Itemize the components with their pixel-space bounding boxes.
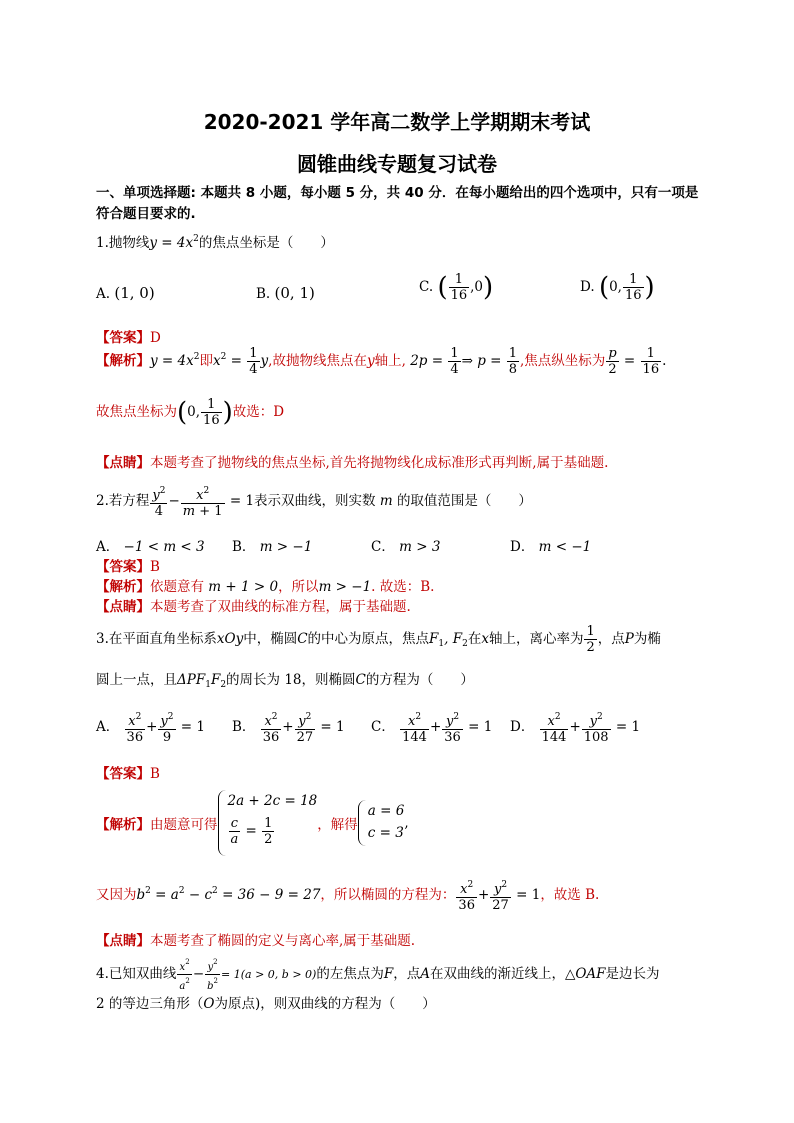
q1-analysis: 【解析】$y = 4x^2$即$x^2$ = $\frac{1}{4}$ y,故抛物线焦点在y轴上, 2p = $\frac{1}{4}$ ⇒ p = $\frac{1}{8}$ ,焦点纵坐标为 $\frac{p}{2}$ = $\frac{1}{16}$ .: [96, 346, 667, 377]
q2-option-c: C． m > 3: [371, 539, 441, 555]
q2-option-b: B． m > −1: [232, 539, 313, 555]
q2-option-a: A． −1 < m < 3: [96, 539, 205, 555]
q3-comment: 【点睛】本题考查了椭圆的定义与离心率,属于基础题.: [96, 933, 416, 949]
page-title: 2020-2021 学年高二数学上学期期末考试: [203, 110, 591, 134]
section-heading-line2: 符合题目要求的.: [96, 206, 196, 222]
q3-answer: 【答案】B: [96, 766, 160, 782]
q1-option-a: A. (1, 0): [96, 284, 155, 302]
q3-option-d: D． $\frac{x^2}{144}$ + $\frac{y^2}{108}$ = 1: [510, 712, 641, 745]
q3-option-b: B． $\frac{x^2}{36}$ + $\frac{y^2}{27}$ = 1: [232, 712, 345, 745]
q2-stem: 2.若方程 $\frac{y^2}{4}$ − $\frac{x^2}{m + 1}$ = 1表示双曲线，则实数 m 的取值范围是（ ）: [96, 486, 532, 519]
page-subtitle: 圆锥曲线专题复习试卷: [297, 152, 497, 176]
q2-comment: 【点睛】本题考查了双曲线的标准方程，属于基础题.: [96, 599, 411, 615]
q2-analysis: 【解析】依题意有 m + 1 > 0，所以m > −1. 故选：B.: [96, 579, 435, 595]
q2-option-d: D． m < −1: [510, 539, 592, 555]
q3-analysis: 【解析】由题意可得 2a + 2c = 18 $\frac{c}{a}$ = $\frac{1}{2}$ ，解得 a = 6 c = 3 ,: [96, 790, 409, 856]
q1-option-b: B. (0, 1): [256, 284, 315, 302]
q2-answer: 【答案】B: [96, 559, 160, 575]
q1-option-d: D. (0, $\frac{1}{16}$ ): [580, 272, 655, 303]
section-heading-line1: 一、单项选择题: 本题共 8 小题，每小题 5 分，共 40 分．在每小题给出的四个选项中，只有一项是: [96, 185, 699, 201]
q1-stem: 1.抛物线$y = 4x^2$的焦点坐标是（ ）: [96, 234, 334, 251]
q3-stem-line2: 圆上一点，且$\Delta PF_1F_2$的周长为 18，则椭圆C的方程为（ ）: [96, 672, 474, 690]
q3-option-a: A． $\frac{x^2}{36}$ + $\frac{y^2}{9}$ = 1: [96, 712, 205, 745]
q4-stem-line2: 2 的等边三角形（O为原点)，则双曲线的方程为（ ）: [96, 996, 436, 1012]
q1-comment: 【点睛】本题考查了抛物线的焦点坐标,首先将抛物线化成标准形式再判断,属于基础题.: [96, 455, 609, 471]
q4-stem-line1: 4.已知双曲线 $\frac{x^2}{a^2}$ − $\frac{y^2}{b^2}$ = 1(a > 0, b > 0)的左焦点为F，点A在双曲线的渐近线上，△OAF是边长为: [96, 958, 660, 992]
q3-option-c: C． $\frac{x^2}{144}$ + $\frac{y^2}{36}$ = 1: [371, 712, 493, 745]
q1-analysis-conclusion: 故焦点坐标为(0, $\frac{1}{16}$ )故选：D: [96, 397, 285, 428]
q3-stem-line1: 3.在平面直角坐标系xOy中，椭圆C的中心为原点，焦点$F_1$, $F_2$在x轴上，离心率为 $\frac{1}{2}$ ，点P为椭: [96, 624, 661, 655]
q1-answer: 【答案】D: [96, 330, 161, 346]
q3-analysis-conclusion: 又因为$b^2 = a^2 - c^2 = 36 - 9 = 27$，所以椭圆的方程为： $\frac{x^2}{36}$ + $\frac{y^2}{27}$ = 1，故选 B.: [96, 880, 600, 913]
q1-option-c: C. ( $\frac{1}{16}$ ,0): [419, 272, 494, 303]
